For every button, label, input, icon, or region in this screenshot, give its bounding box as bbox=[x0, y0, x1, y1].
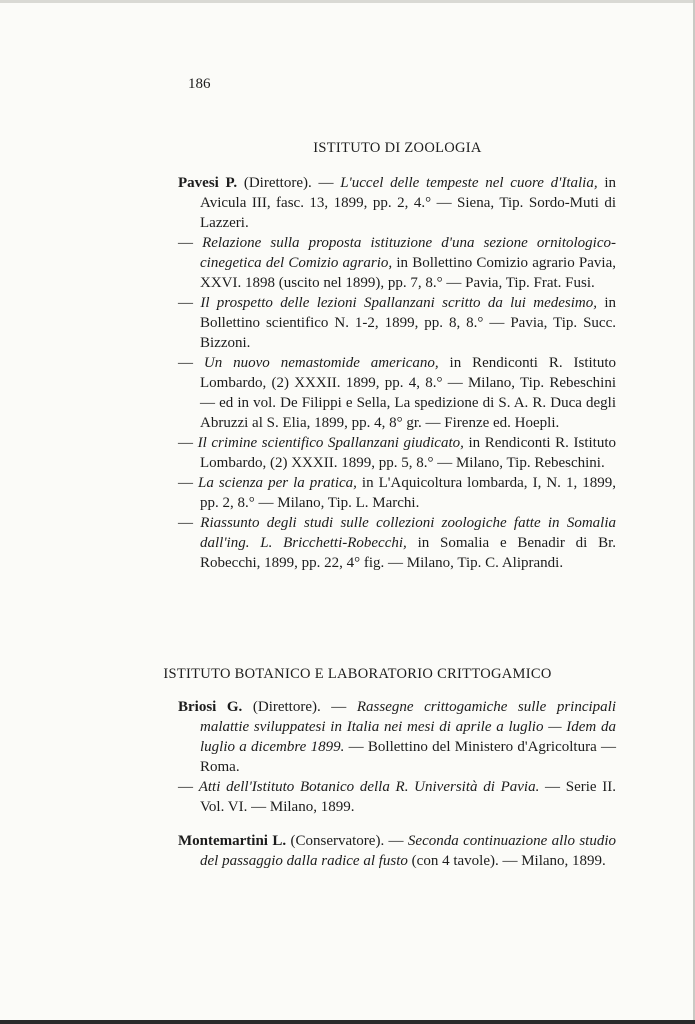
work-title: Seconda continuazione allo studio del passaggio dalla radice al fusto bbox=[200, 833, 616, 869]
scan-top-edge bbox=[0, 0, 695, 3]
work-details: in Bollettino scientifico N. 1-2, 1899, pp. 8, 8.° — Pavia, Tip. Succ. Bizzoni. bbox=[200, 295, 617, 351]
bibliography-entry bbox=[178, 831, 616, 871]
work-title: La scienza per la pratica, bbox=[198, 475, 357, 491]
work-title: Un nuovo nemastomide americano, bbox=[203, 355, 439, 371]
work-title: Il crimine scientifico Spallanzani giudicato, bbox=[197, 435, 464, 451]
work-title: Il prospetto delle lezioni Spallanzani scritto da lui medesimo, bbox=[200, 295, 598, 311]
bibliography-entry: — Riassunto degli studi sulle collezioni zoologiche fatte in Somalia dall'ing. L. Bricchetti-Robecchi, in Somalia e Benadir di Br. Robecchi, 1899, pp. 22, 4° fig. — Milano, Tip. C. Aliprandi. bbox=[178, 515, 616, 571]
work-details: in Rendiconti R. Istituto Lombardo, (2) XXXII. 1899, pp. 5, 8.° — Milano, Tip. Rebeschini. bbox=[200, 435, 617, 471]
work-details: — Bollettino del Ministero d'Agricoltura — Roma. bbox=[200, 739, 616, 775]
work-title: Atti dell'Istituto Botanico della R. Università di Pavia. bbox=[198, 779, 540, 795]
bibliography-entry bbox=[178, 697, 616, 777]
zoologia-bibliography bbox=[178, 173, 616, 573]
author-role: (Conservatore). — bbox=[286, 833, 408, 849]
bibliography-entry bbox=[178, 173, 616, 233]
work-details: (con 4 tavole). — Milano, 1899. bbox=[407, 853, 606, 869]
work-details: in Somalia e Benadir di Br. Robecchi, 1899, pp. 22, 4° fig. — Milano, Tip. C. Aliprandi. bbox=[200, 535, 616, 571]
author-name: Montemartini L. bbox=[178, 833, 287, 849]
botanico-bibliography bbox=[178, 697, 616, 817]
scan-bottom-edge bbox=[0, 1020, 695, 1024]
bibliography-entry: — Il crimine scientifico Spallanzani giudicato, in Rendiconti R. Istituto Lombardo, (2) XXXII. 1899, pp. 5, 8.° — Milano, Tip. Rebeschini. bbox=[178, 435, 617, 471]
author-role: (Direttore). — bbox=[237, 175, 341, 191]
author-name: Briosi G. bbox=[178, 699, 243, 715]
section-heading-botanico: ISTITUTO BOTANICO E LABORATORIO CRITTOGAMICO bbox=[163, 666, 552, 682]
work-title: Riassunto degli studi sulle collezioni zoologiche fatte in Somalia dall'ing. L. Bricchetti-Robecchi, bbox=[200, 515, 616, 551]
bibliography-entry: — Un nuovo nemastomide americano, in Rendiconti R. Istituto Lombardo, (2) XXXII. 1899, pp. 4, 8.° — Milano, Tip. Rebeschini — ed in vol. De Filippi e Sella, La spedizione di S. A. R. Duca degli Abruzzi al S. Elia, 1899, pp. 4, 8° gr. — Firenze ed. Hoepli. bbox=[178, 355, 617, 431]
author-role: (Direttore). — bbox=[242, 699, 357, 715]
work-details: in Avicula III, fasc. 13, 1899, pp. 2, 4.° — Siena, Tip. Sordo-Muti di Lazzeri. bbox=[200, 175, 616, 231]
work-title: L'uccel delle tempeste nel cuore d'Italia, bbox=[340, 175, 598, 191]
work-title: Relazione sulla proposta istituzione d'una sezione ornitologico-cinegetica del Comizio agrario, bbox=[200, 235, 617, 271]
work-title: Rassegne crittogamiche sulle principali malattie sviluppatesi in Italia nei mesi di aprile a luglio — Idem da luglio a dicembre 1899. bbox=[200, 699, 616, 755]
work-details: — Serie II. Vol. VI. — Milano, 1899. bbox=[200, 779, 617, 815]
section-heading-zoologia: ISTITUTO DI ZOOLOGIA bbox=[313, 140, 482, 156]
author-name: Pavesi P. bbox=[178, 175, 238, 191]
bibliography-entry: — Atti dell'Istituto Botanico della R. Università di Pavia. — Serie II. Vol. VI. — Milano, 1899. bbox=[178, 779, 617, 815]
work-details: in Rendiconti R. Istituto Lombardo, (2) XXXII. 1899, pp. 4, 8.° — Milano, Tip. Rebeschini — ed in vol. De Filippi e Sella, La spedizione di S. A. R. Duca degli Abruzzi al S. Elia, 1899, pp. 4, 8° gr. — Firenze ed. Hoepli. bbox=[200, 355, 617, 431]
work-details: in Bollettino Comizio agrario Pavia, XXVI. 1898 (uscito nel 1899), pp. 7, 8.° — Pavia, Tip. Frat. Fusi. bbox=[200, 255, 616, 291]
page-number: 186 bbox=[188, 76, 211, 92]
bibliography-entry: — Relazione sulla proposta istituzione d'una sezione ornitologico-cinegetica del Comizio agrario, in Bollettino Comizio agrario Pavia, XXVI. 1898 (uscito nel 1899), pp. 7, 8.° — Pavia, Tip. Frat. Fusi. bbox=[178, 235, 617, 291]
work-details: in L'Aquicoltura lombarda, I, N. 1, 1899, pp. 2, 8.° — Milano, Tip. L. Marchi. bbox=[200, 475, 616, 511]
bibliography-entry: — Il prospetto delle lezioni Spallanzani scritto da lui medesimo, in Bollettino scientifico N. 1-2, 1899, pp. 8, 8.° — Pavia, Tip. Succ. Bizzoni. bbox=[178, 295, 617, 351]
bibliography-entry: — La scienza per la pratica, in L'Aquicoltura lombarda, I, N. 1, 1899, pp. 2, 8.° — Milano, Tip. L. Marchi. bbox=[178, 475, 616, 511]
montemartini-bibliography bbox=[178, 831, 616, 871]
